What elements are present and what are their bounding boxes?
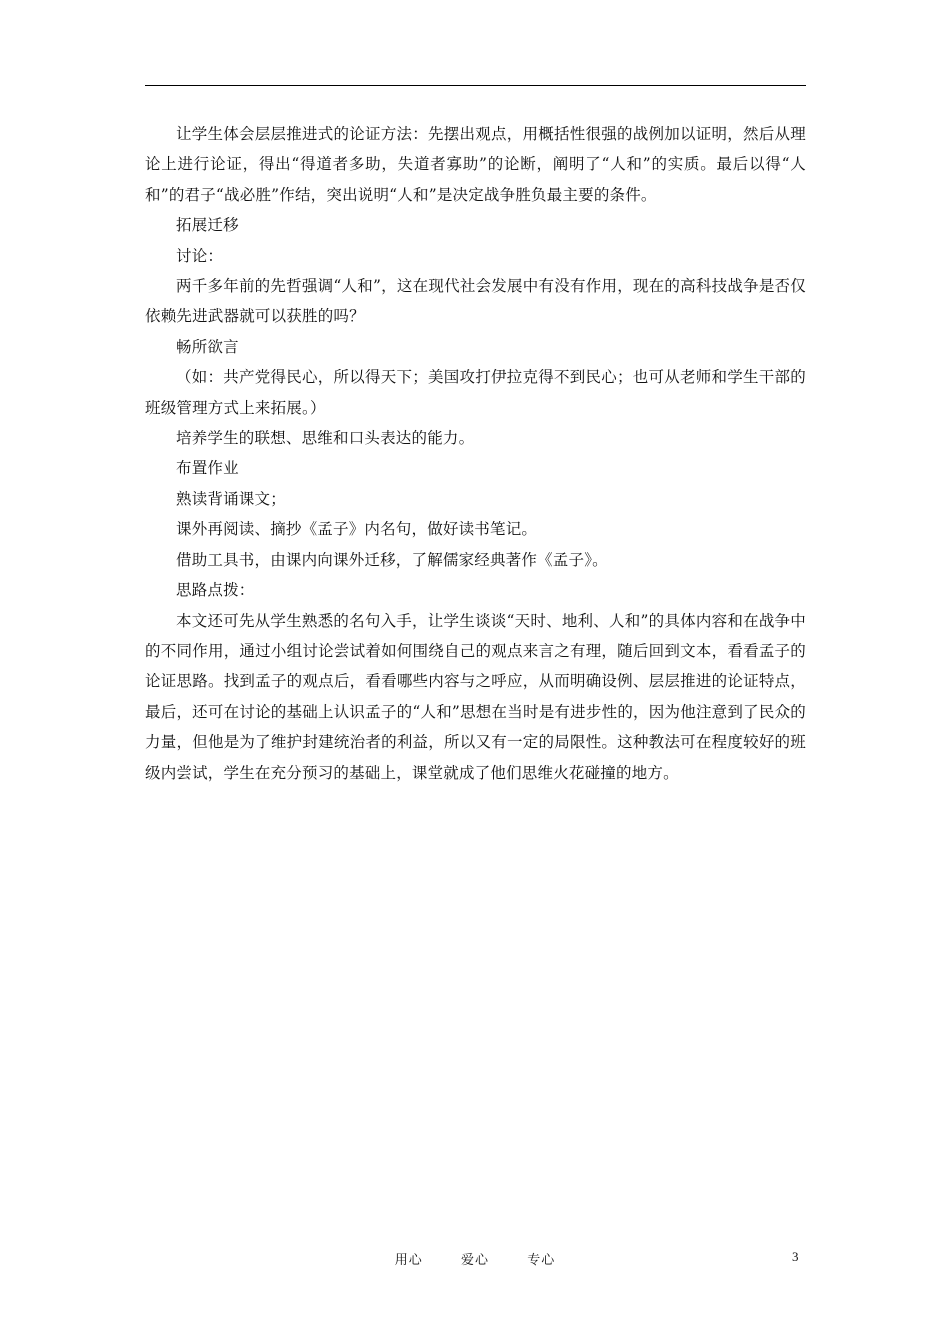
- page-number: 3: [792, 1249, 799, 1264]
- header-rule: [145, 85, 806, 86]
- heading-thinking-guide: 思路点拨：: [176, 581, 255, 600]
- paragraph-argument-method: 让学生体会层层推进式的论证方法：先摆出观点，用概括性很强的战例加以证明，然后从理论上进行论证，得出“得道者多助，失道者寡助”的论断，阐明了“人和”的实质。最后以得“人和”的君子“战必胜”作结，突出说明“人和”是决定战争胜负最主要的条件。: [145, 125, 806, 204]
- footer-motto: 用心 爱心 专心: [394, 1253, 556, 1268]
- heading-extension: 拓展迁移: [176, 216, 239, 235]
- homework-item-excerpt: 课外再阅读、摘抄《孟子》内名句，做好读书笔记。: [176, 520, 538, 539]
- heading-free-speech: 畅所欲言: [176, 337, 239, 356]
- paragraph-discussion-question: 两千多年前的先哲强调“人和”，这在现代社会发展中有没有作用，现在的高科技战争是否仅依赖先进武器就可以获胜的吗？: [145, 277, 806, 326]
- homework-item-recite: 熟读背诵课文；: [176, 489, 286, 508]
- heading-homework: 布置作业: [176, 459, 239, 478]
- paragraph-ability-goal: 培养学生的联想、思维和口头表达的能力。: [176, 429, 475, 448]
- paragraph-teaching-approach: 本文还可先从学生熟悉的名句入手，让学生谈谈“天时、地利、人和”的具体内容和在战争中的不同作用，通过小组讨论尝试着如何围绕自己的观点来言之有理，随后回到文本，看看孟子的论证思路。找到孟子的观点后，看看哪些内容与之呼应，从而明确设例、层层推进的论证特点，最后，还可在讨论的基础上认识孟子的“人和”思想在当时是有进步性的，因为他注意到了民众的力量，但他是为了维护封建统治者的利益，所以又有一定的局限性。这种教法可在程度较好的班级内尝试，学生在充分预习的基础上，课堂就成了他们思维火花碰撞的地方。: [145, 611, 806, 782]
- paragraph-examples: （如：共产党得民心，所以得天下；美国攻打伊拉克得不到民心；也可从老师和学生干部的班级管理方式上来拓展。）: [145, 368, 806, 417]
- document-body: [145, 119, 806, 788]
- heading-discussion: 讨论：: [176, 246, 224, 265]
- homework-item-reference: 借助工具书，由课内向课外迁移，了解儒家经典著作《孟子》。: [176, 550, 608, 569]
